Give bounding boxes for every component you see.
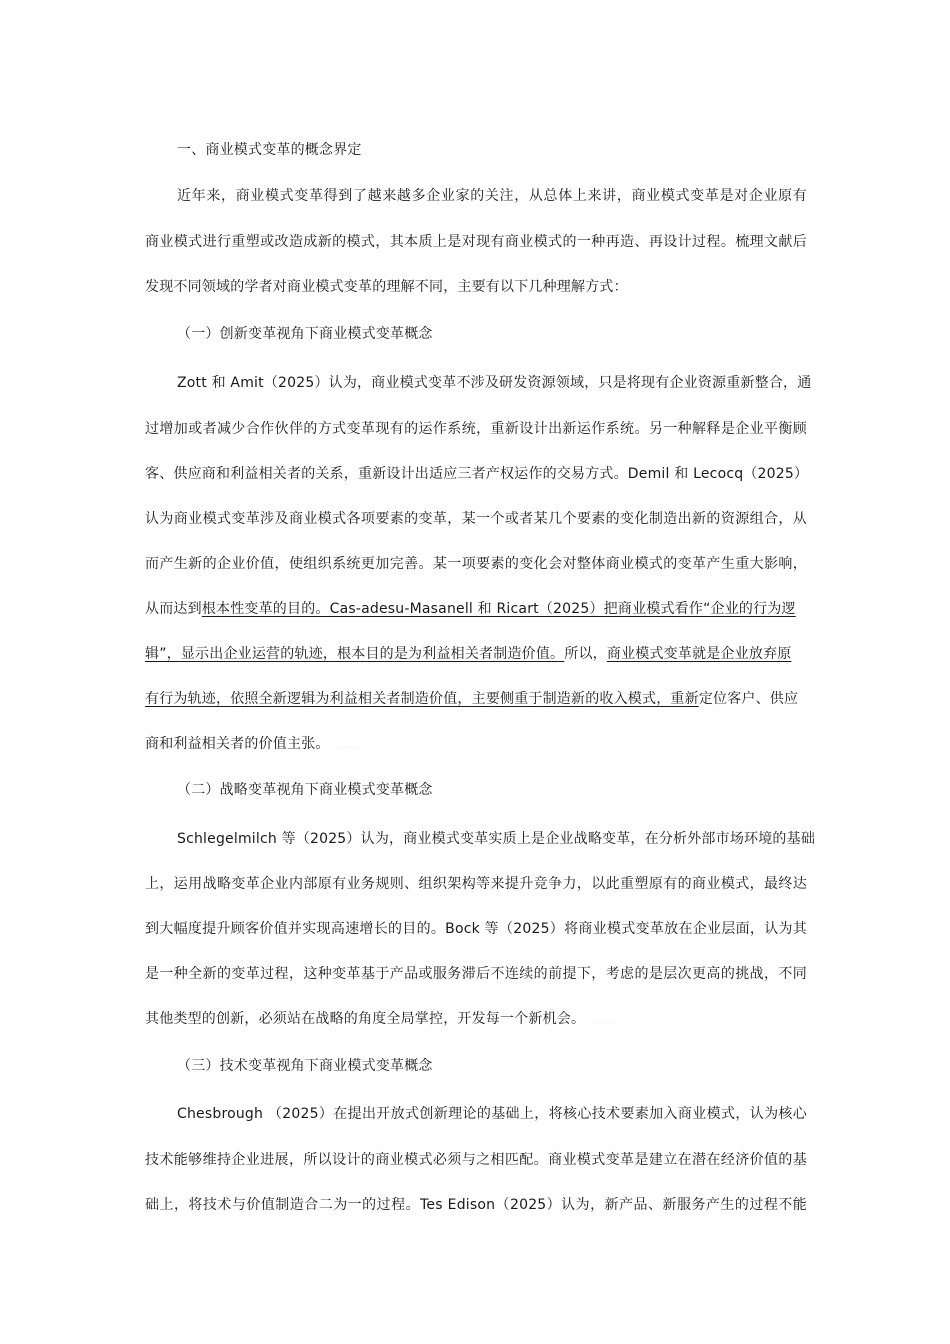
paragraph-line: 上，运用战略变革企业内部原有业务规则、组织架构等来提升竞争力，以此重塑原有的商业模式，最终达 <box>145 876 807 892</box>
paragraph-line: 技术能够维持企业进展，所以设计的商业模式必须与之相匹配。商业模式变革是建立在潜在经济价值的基 <box>145 1152 807 1168</box>
subsection-title: （一）创新变革视角下商业模式变革概念 <box>177 326 433 342</box>
underlined-text: 有行为轨迹，依照全新逻辑为利益相关者制造价值，主要侧重于制造新的收入模式，重新 <box>145 691 699 707</box>
paragraph-line: Zott 和 Amit（2025）认为，商业模式变革不涉及研发资源领域，只是将现有企业资源重新整合，通 <box>177 375 812 391</box>
paragraph-line: 客、供应商和利益相关者的关系，重新设计出适应三者产权运作的交易方式。Demil 和 Lecocq（2025） <box>145 466 809 482</box>
plain-text: 定位客户、供应 <box>698 691 799 707</box>
plain-text: 所以， <box>564 646 607 662</box>
paragraph-line: 过增加或者减少合作伙伴的方式变革现有的运作系统，重新设计出新运作系统。另一种解释是企业平衡顾 <box>145 421 807 437</box>
section-title: 一、商业模式变革的概念界定 <box>177 142 362 158</box>
paragraph-line <box>145 596 796 622</box>
paragraph-line <box>145 731 358 757</box>
faint-mark: …… <box>335 738 358 751</box>
plain-text: 其他类型的创新，必须站在战略的角度全局掌控，开发每一个新机会。 <box>145 1011 586 1027</box>
paragraph-line: 认为商业模式变革涉及商业模式各项要素的变革，某一个或者某几个要素的变化制造出新的资源组合，从 <box>145 511 807 527</box>
subsection-title: （三）技术变革视角下商业模式变革概念 <box>177 1058 433 1074</box>
paragraph-line: 是一种全新的变革过程，这种变革基于产品或服务滞后不连续的前提下，考虑的是层次更高的挑战，不同 <box>145 966 807 982</box>
paragraph-line <box>145 686 798 712</box>
paragraph-line: 近年来，商业模式变革得到了越来越多企业家的关注，从总体上来讲，商业模式变革是对企业原有 <box>177 188 807 204</box>
paragraph-line: 发现不同领域的学者对商业模式变革的理解不同，主要有以下几种理解方式： <box>145 279 628 295</box>
paragraph-line: 而产生新的企业价值，使组织系统更加完善。某一项要素的变化会对整体商业模式的变革产生重大影响， <box>145 556 807 572</box>
underlined-text: 商业模式变革就是企业放弃原 <box>606 646 792 662</box>
paragraph-line <box>145 641 791 667</box>
paragraph-line: 础上，将技术与价值制造合二为一的过程。Tes Edison（2025）认为，新产品、新服务产生的过程不能 <box>145 1197 807 1213</box>
subsection-title: （二）战略变革视角下商业模式变革概念 <box>177 782 433 798</box>
paragraph-line: 到大幅度提升顾客价值并实现高速增长的目的。Bock 等（2025）将商业模式变革放在企业层面，认为其 <box>145 921 807 937</box>
paragraph-line: 商业模式进行重塑或改造成新的模式，其本质上是对现有商业模式的一种再造、再设计过程。梳理文献后 <box>145 234 807 250</box>
faint-mark: …… <box>591 1013 614 1026</box>
paragraph-line <box>145 1006 613 1032</box>
underlined-text: 根本性变革的目的。Cas-adesu-Masanell 和 Ricart（2025）把商业模式看作“企业的行为逻 <box>201 601 796 617</box>
paragraph-line: Schlegelmilch 等（2025）认为，商业模式变革实质上是企业战略变革，在分析外部市场环境的基础 <box>177 831 816 847</box>
plain-text: 从而达到 <box>145 601 202 617</box>
paragraph-line: Chesbrough （2025）在提出开放式创新理论的基础上，将核心技术要素加入商业模式，认为核心 <box>177 1106 807 1122</box>
underlined-text: 辑”，显示出企业运营的轨迹，根本目的是为利益相关者制造价值。 <box>145 646 565 662</box>
plain-text: 商和利益相关者的价值主张。 <box>145 736 330 752</box>
